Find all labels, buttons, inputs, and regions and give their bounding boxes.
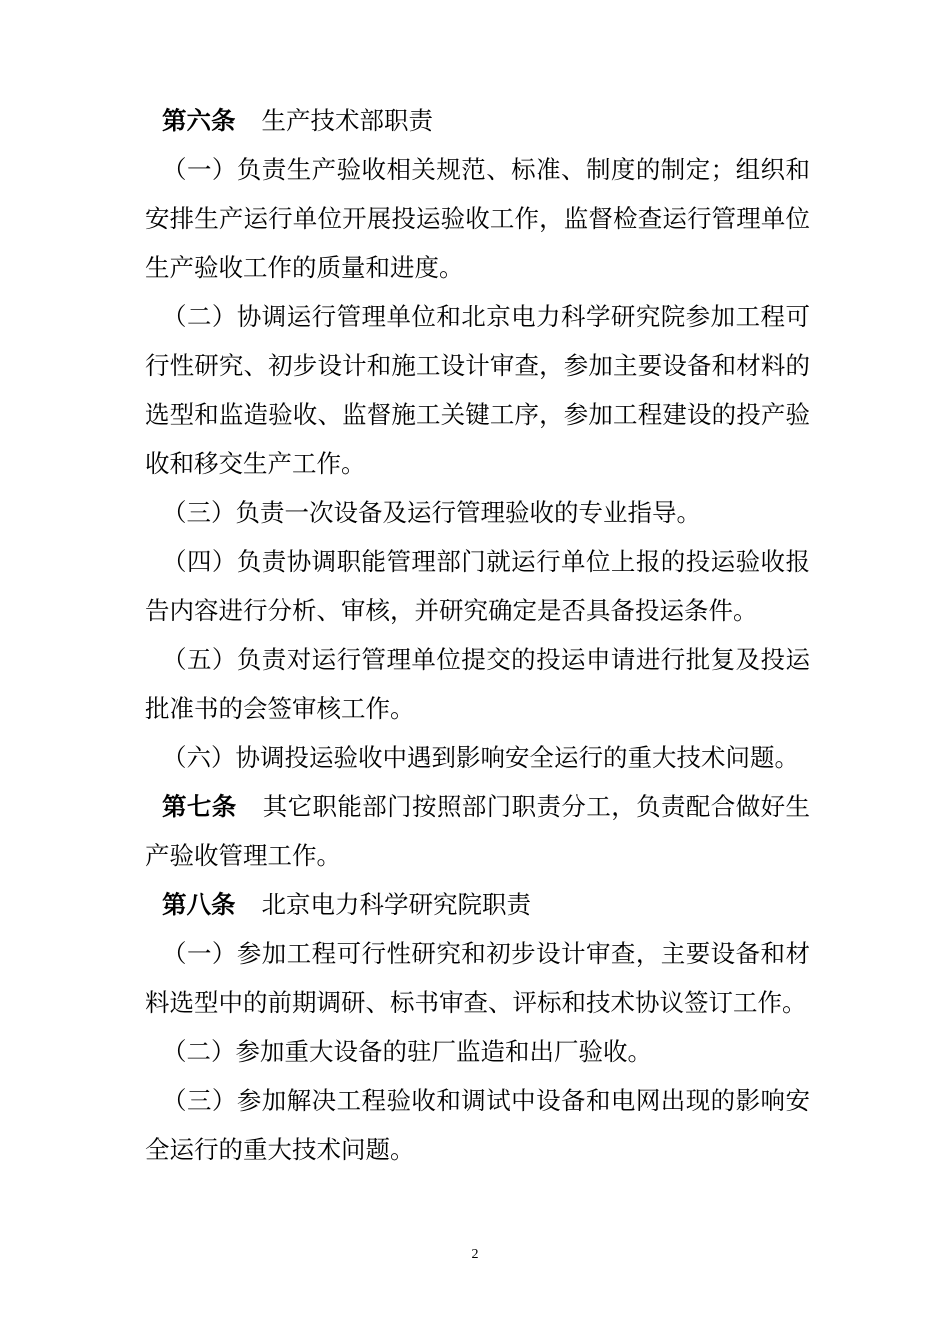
page-number: 2 [471, 1247, 479, 1262]
article-text: 其它职能部门按照部门职责分工，负责配合做好生产验收管理工作。 [145, 792, 810, 870]
article-8-item-3: （三）参加解决工程验收和调试中设备和电网出现的影响安全运行的重大技术问题。 [145, 1086, 810, 1164]
article-text: 北京电力科学研究院职责 [261, 890, 531, 919]
article-label: 第八条 [162, 890, 236, 919]
article-6-heading [145, 96, 810, 145]
article-8-item-1: （一）参加工程可行性研究和初步设计审查，主要设备和材料选型中的前期调研、标书审查、评标和技术协议签订工作。 [145, 939, 810, 1017]
article-8-heading [145, 880, 810, 929]
article-6-item-2: （二）协调运行管理单位和北京电力科学研究院参加工程可行性研究、初步设计和施工设计审查，参加主要设备和材料的选型和监造验收、监督施工关键工序，参加工程建设的投产验收和移交生产工作。 [145, 302, 810, 478]
article-text: 生产技术部职责 [261, 106, 433, 135]
article-7 [145, 782, 810, 880]
article-6-item-4: （四）负责协调职能管理部门就运行单位上报的投运验收报告内容进行分析、审核，并研究确定是否具备投运条件。 [145, 547, 810, 625]
article-label: 第七条 [162, 792, 237, 821]
article-label: 第六条 [162, 106, 236, 135]
article-8-item-2: （二）参加重大设备的驻厂监造和出厂验收。 [162, 1037, 652, 1066]
article-6-item-6: （六）协调投运验收中遇到影响安全运行的重大技术问题。 [162, 743, 799, 772]
article-6-item-3: （三）负责一次设备及运行管理验收的专业指导。 [162, 498, 701, 527]
document-body [145, 96, 810, 1174]
article-6-item-5: （五）负责对运行管理单位提交的投运申请进行批复及投运批准书的会签审核工作。 [145, 645, 810, 723]
article-6-item-1: （一）负责生产验收相关规范、标准、制度的制定；组织和安排生产运行单位开展投运验收工作，监督检查运行管理单位生产验收工作的质量和进度。 [145, 155, 810, 282]
